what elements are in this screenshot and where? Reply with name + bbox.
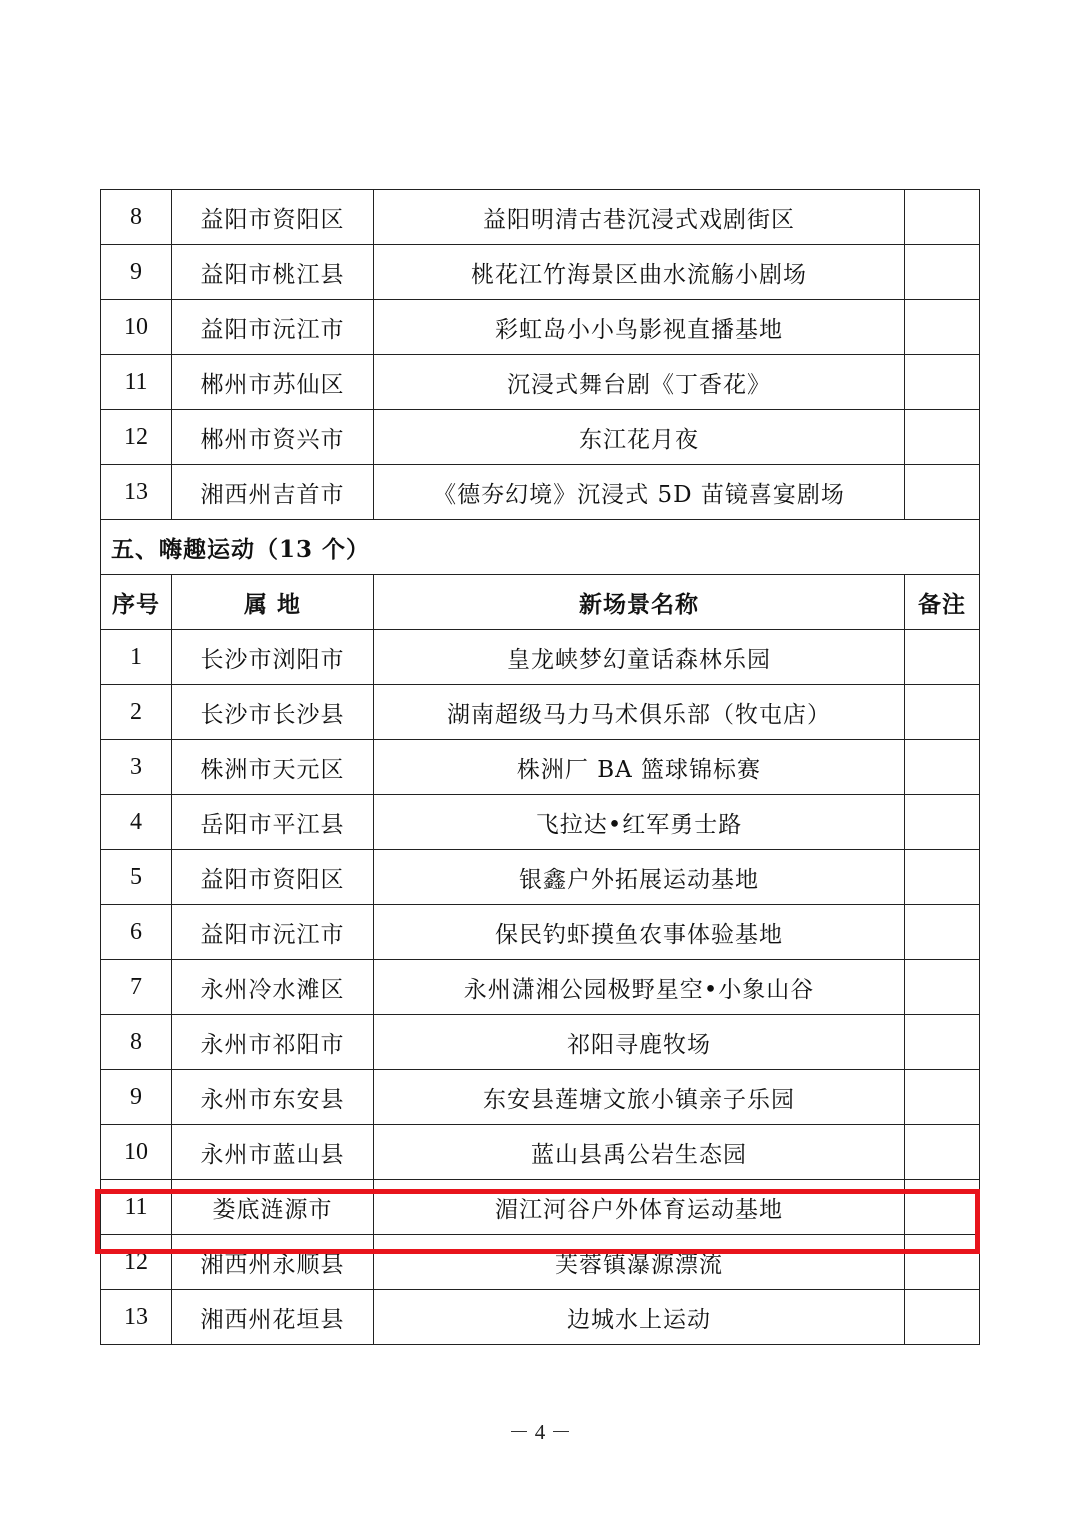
row-location: 益阳市沅江市 (172, 905, 374, 960)
row-scene-name: 保民钓虾摸鱼农事体验基地 (374, 905, 905, 960)
row-scene-name: 彩虹岛小小鸟影视直播基地 (374, 300, 905, 355)
row-note (905, 905, 980, 960)
column-header-row (101, 575, 980, 630)
table-row (101, 190, 980, 245)
table-row (101, 1180, 980, 1235)
row-index: 2 (101, 685, 172, 740)
row-index: 12 (101, 410, 172, 465)
row-index: 9 (101, 1070, 172, 1125)
table-row (101, 740, 980, 795)
row-scene-name: 湖南超级马力马术俱乐部（牧屯店） (374, 685, 905, 740)
row-location: 长沙市长沙县 (172, 685, 374, 740)
row-location: 益阳市资阳区 (172, 190, 374, 245)
row-scene-name: 边城水上运动 (374, 1290, 905, 1345)
header-index: 序号 (101, 575, 172, 630)
row-note (905, 410, 980, 465)
section-title: 五、嗨趣运动（13 个） (101, 520, 980, 575)
row-note (905, 1235, 980, 1290)
table-row (101, 1125, 980, 1180)
row-index: 1 (101, 630, 172, 685)
row-location: 湘西州花垣县 (172, 1290, 374, 1345)
table-row (101, 795, 980, 850)
row-location: 岳阳市平江县 (172, 795, 374, 850)
row-index: 6 (101, 905, 172, 960)
row-scene-name: 沉浸式舞台剧《丁香花》 (374, 355, 905, 410)
section-title-row (101, 520, 980, 575)
row-scene-name: 株洲厂 BA 篮球锦标赛 (374, 740, 905, 795)
row-scene-name: 永州潇湘公园极野星空•小象山谷 (374, 960, 905, 1015)
row-location: 永州市蓝山县 (172, 1125, 374, 1180)
row-note (905, 1015, 980, 1070)
row-note (905, 1180, 980, 1235)
row-index: 12 (101, 1235, 172, 1290)
row-index: 7 (101, 960, 172, 1015)
row-note (905, 300, 980, 355)
row-note (905, 245, 980, 300)
row-location: 郴州市资兴市 (172, 410, 374, 465)
row-location: 娄底涟源市 (172, 1180, 374, 1235)
row-location: 郴州市苏仙区 (172, 355, 374, 410)
table-row (101, 905, 980, 960)
row-index: 10 (101, 1125, 172, 1180)
row-location: 永州市东安县 (172, 1070, 374, 1125)
row-note (905, 630, 980, 685)
table-row (101, 1070, 980, 1125)
row-note (905, 1070, 980, 1125)
row-location: 益阳市沅江市 (172, 300, 374, 355)
row-note (905, 355, 980, 410)
row-note (905, 465, 980, 520)
header-note: 备注 (905, 575, 980, 630)
row-scene-name: 《德夯幻境》沉浸式 5D 苗镜喜宴剧场 (374, 465, 905, 520)
row-note (905, 795, 980, 850)
row-location: 永州冷水滩区 (172, 960, 374, 1015)
table-row (101, 300, 980, 355)
row-index: 11 (101, 1180, 172, 1235)
row-scene-name: 芙蓉镇瀑源漂流 (374, 1235, 905, 1290)
row-scene-name: 湄江河谷户外体育运动基地 (374, 1180, 905, 1235)
row-index: 11 (101, 355, 172, 410)
row-index: 5 (101, 850, 172, 905)
row-index: 4 (101, 795, 172, 850)
table-row (101, 410, 980, 465)
page-number: － 4 － (508, 1420, 572, 1444)
header-location: 属 地 (172, 575, 374, 630)
row-location: 益阳市桃江县 (172, 245, 374, 300)
table-row (101, 465, 980, 520)
row-index: 8 (101, 1015, 172, 1070)
table-row (101, 1015, 980, 1070)
row-index: 13 (101, 465, 172, 520)
row-note (905, 1290, 980, 1345)
table-row (101, 355, 980, 410)
row-note (905, 960, 980, 1015)
row-note (905, 850, 980, 905)
row-location: 湘西州吉首市 (172, 465, 374, 520)
row-note (905, 1125, 980, 1180)
table-row (101, 685, 980, 740)
row-note (905, 685, 980, 740)
row-scene-name: 飞拉达•红军勇士路 (374, 795, 905, 850)
row-index: 9 (101, 245, 172, 300)
row-index: 8 (101, 190, 172, 245)
table-row (101, 1290, 980, 1345)
row-scene-name: 东江花月夜 (374, 410, 905, 465)
table-row (101, 1235, 980, 1290)
row-index: 13 (101, 1290, 172, 1345)
row-location: 湘西州永顺县 (172, 1235, 374, 1290)
row-index: 3 (101, 740, 172, 795)
scene-list-table (100, 189, 980, 1345)
row-note (905, 190, 980, 245)
row-location: 株洲市天元区 (172, 740, 374, 795)
table-row (101, 630, 980, 685)
row-scene-name: 皇龙峡梦幻童话森林乐园 (374, 630, 905, 685)
row-scene-name: 蓝山县禹公岩生态园 (374, 1125, 905, 1180)
previous-section-rows (101, 190, 980, 520)
row-scene-name: 银鑫户外拓展运动基地 (374, 850, 905, 905)
header-scene-name: 新场景名称 (374, 575, 905, 630)
table-row (101, 960, 980, 1015)
row-note (905, 740, 980, 795)
section-5-header (101, 520, 980, 630)
row-scene-name: 东安县莲塘文旅小镇亲子乐园 (374, 1070, 905, 1125)
table-row (101, 245, 980, 300)
row-index: 10 (101, 300, 172, 355)
row-scene-name: 桃花江竹海景区曲水流觞小剧场 (374, 245, 905, 300)
section-5-rows (101, 630, 980, 1345)
row-location: 长沙市浏阳市 (172, 630, 374, 685)
row-location: 益阳市资阳区 (172, 850, 374, 905)
table-row (101, 850, 980, 905)
row-location: 永州市祁阳市 (172, 1015, 374, 1070)
row-scene-name: 祁阳寻鹿牧场 (374, 1015, 905, 1070)
row-scene-name: 益阳明清古巷沉浸式戏剧街区 (374, 190, 905, 245)
